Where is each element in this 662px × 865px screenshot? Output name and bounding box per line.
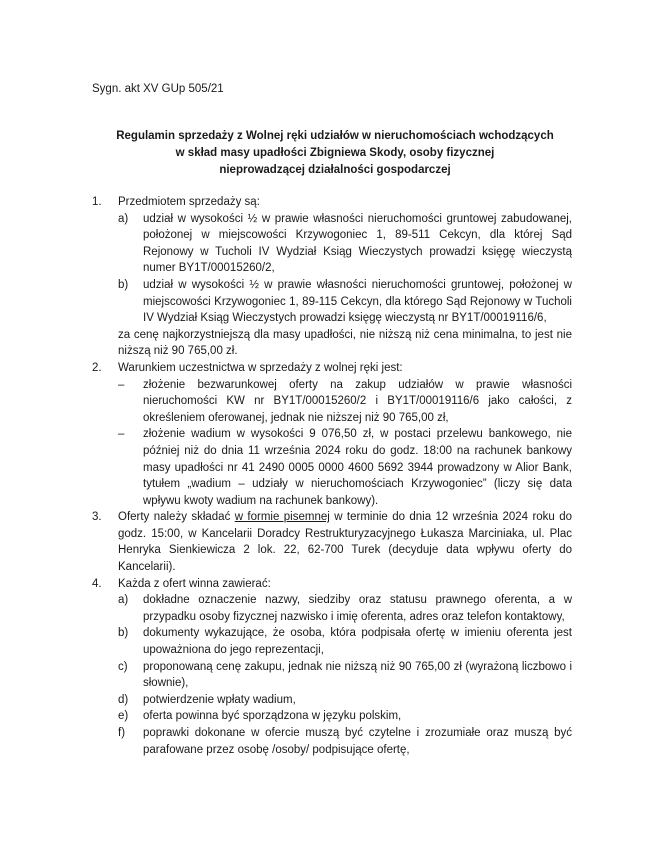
- section-intro: Warunkiem uczestnictwa w sprzedaży z wolnej ręki jest:: [118, 361, 403, 374]
- item-text: złożenie wadium w wysokości 9 076,50 zł, w postaci przelewu bankowego, nie później niż do dnia 11 września 2024 roku do godz. 18:00 na rachunek bankowy masy upadłości nr 41 2490 0005 0000 4600 5692 3944 prowadzony w Alior Bank, tytułem „wadium – udziały w nieruchomościach Krzywogoniec” (liczy się data wpływu kwoty wadium na rachunek bankowy).: [143, 428, 572, 507]
- title-line-3: nieprowadzącej działalności gospodarczej: [219, 164, 451, 176]
- case-number: Sygn. akt XV GUp 505/21: [92, 83, 224, 95]
- section-intro: Przedmiotem sprzedaży są:: [118, 196, 260, 208]
- section-4: [92, 576, 572, 759]
- section-3: [92, 509, 572, 575]
- item-text: potwierdzenie wpłaty wadium,: [143, 693, 296, 706]
- item-marker: b): [118, 627, 129, 640]
- item-marker: a): [118, 212, 129, 225]
- item-marker: e): [118, 710, 129, 723]
- section-number: 3.: [92, 511, 102, 524]
- section-1: [92, 194, 572, 360]
- item-text: dokumenty wykazujące, że osoba, która podpisała ofertę w imieniu oferenta jest upoważniona do jego reprezentacji,: [143, 627, 572, 657]
- offer-requirements-list: [118, 592, 572, 758]
- section-number: 1.: [92, 196, 102, 208]
- list-item: [118, 708, 572, 725]
- sale-items-list: [118, 211, 572, 327]
- item-text: udział w wysokości ½ w prawie własności nieruchomości gruntowej, położonej w miejscowości Krzywogoniec 1, 89-115 Cekcyn, dla którego Sąd Rejonowy w Tucholi IV Wydział Ksiąg Wieczystych prowadzi księgę wieczystą nr BY1T/00019116/6,: [143, 278, 572, 325]
- item-text: udział w wysokości ½ w prawie własności nieruchomości gruntowej zabudowanej, położonej w miejscowości Krzywogoniec 1, 89-511 Cekcyn, dla której Sąd Rejonowy w Tucholi IV Wydział Ksiąg Wieczystych prowadzi księgę wieczystą numer BY1T/00015260/2,: [143, 212, 572, 275]
- list-item: [118, 725, 572, 758]
- conditions-list: [118, 377, 572, 510]
- list-item: [118, 659, 572, 692]
- item-text: proponowaną cenę zakupu, jednak nie niższą niż 90 765,00 zł (wyrażoną liczbowo i słownie),: [143, 660, 572, 690]
- section-closing: za cenę najkorzystniejszą dla masy upadłości, nie niższą niż cena minimalna, to jest nie niższą niż 90 765,00 zł.: [118, 328, 572, 358]
- item-text: złożenie bezwarunkowej oferty na zakup udziałów w prawie własności nieruchomości KW nr BY1T/00015260/2 i BY1T/00019116/6 jako całości, z określeniem oferowanej, jednak nie niższej niż 90 765,00 zł,: [143, 378, 572, 424]
- item-text: oferta powinna być sporządzona w języku polskim,: [143, 710, 402, 723]
- section-number: 4.: [92, 577, 102, 590]
- document-title: [100, 128, 570, 179]
- list-item: [118, 211, 572, 277]
- regulation-list: [92, 194, 572, 758]
- list-item: [118, 277, 572, 327]
- section-text: [118, 509, 572, 575]
- list-item: [118, 692, 572, 709]
- list-item: [118, 625, 572, 658]
- title-line-2: w skład masy upadłości Zbigniewa Skody, osoby fizycznej: [175, 147, 495, 159]
- list-item: [118, 377, 572, 427]
- text-part: w terminie do dnia 12 września 2024 roku do godz. 15:00, w Kancelarii Doradcy Restrukturyzacyjnego Łukasza Marciniaka, ul. Plac Henryka Sienkiewicza 2 lok. 22, 62-700 Turek (decyduje data wpływu oferty do Kancelarii).: [118, 511, 572, 574]
- list-item: [118, 426, 572, 509]
- item-text: dokładne oznaczenie nazwy, siedziby oraz statusu prawnego oferenta, a w przypadku osoby fizycznej nazwisko i imię oferenta, adres oraz telefon kontaktowy,: [143, 594, 572, 623]
- dash-marker: –: [118, 428, 125, 441]
- section-2: [92, 360, 572, 509]
- item-marker: d): [118, 693, 129, 706]
- title-line-1: Regulamin sprzedaży z Wolnej ręki udziałów w nieruchomościach wchodzących: [116, 130, 554, 142]
- item-marker: b): [118, 278, 129, 291]
- item-marker: f): [118, 727, 126, 739]
- section-number: 2.: [92, 361, 102, 374]
- underlined-text: w formie pisemnej: [234, 511, 330, 524]
- list-item: [118, 592, 572, 625]
- text-part: Oferty należy składać: [118, 511, 235, 524]
- dash-marker: –: [118, 378, 125, 391]
- item-text: poprawki dokonane w ofercie muszą być czytelne i zrozumiałe oraz muszą być parafowane przez osobę /osoby/ podpisujące ofertę,: [143, 727, 572, 756]
- section-intro: Każda z ofert winna zawierać:: [118, 577, 271, 590]
- item-marker: a): [118, 594, 129, 607]
- item-marker: c): [118, 660, 128, 673]
